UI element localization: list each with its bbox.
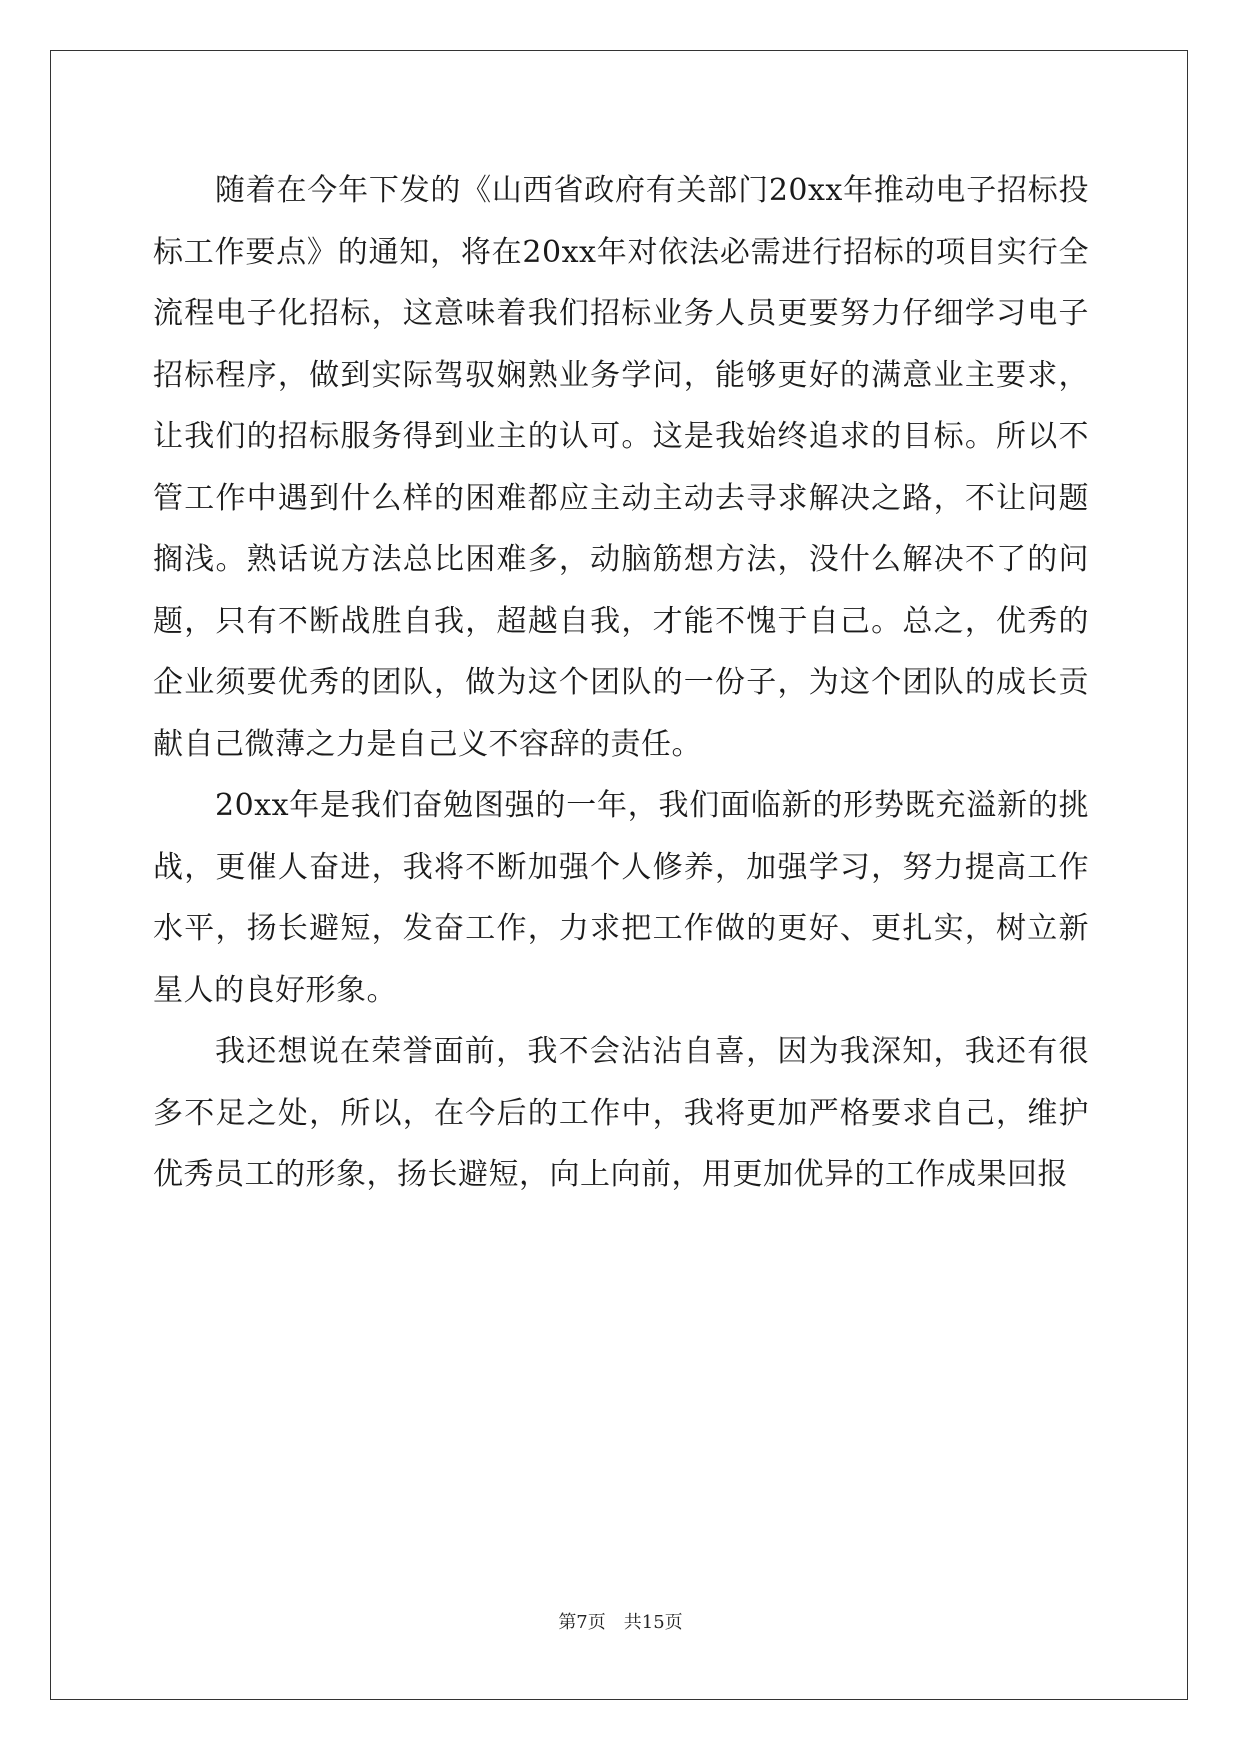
total-page-count: 共15页 (623, 1612, 683, 1633)
paragraph-1: 随着在今年下发的《山西省政府有关部门20xx年推动电子招标投标工作要点》的通知，将在20xx年对依法必需进行招标的项目实行全流程电子化招标，这意味着我们招标业务人员更要努力仔细学习电子招标程序，做到实际驾驭娴熟业务学问，能够更好的满意业主要求，让我们的招标服务得到业主的认可。这是我始终追求的目标。所以不管工作中遇到什么样的困难都应主动主动去寻求解决之路，不让问题搁浅。熟话说方法总比困难多，动脑筋想方法，没什么解决不了的问题，只有不断战胜自我，超越自我，才能不愧于自己。总之，优秀的企业须要优秀的团队，做为这个团队的一份子，为这个团队的成长贡献自己微薄之力是自己义不容辞的责任。 (153, 173, 1089, 762)
paragraph-2: 20xx年是我们奋勉图强的一年，我们面临新的形势既充溢新的挑战，更催人奋进，我将不断加强个人修养，加强学习，努力提高工作水平，扬长避短，发奋工作，力求把工作做的更好、更扎实，树立新星人的良好形象。 (153, 788, 1089, 1008)
paragraph-3: 我还想说在荣誉面前，我不会沾沾自喜，因为我深知，我还有很多不足之处，所以，在今后的工作中，我将更加严格要求自己，维护优秀员工的形象，扬长避短，向上向前，用更加优异的工作成果回报 (153, 1034, 1089, 1192)
document-body (153, 160, 1089, 1206)
current-page-number: 第7页 (558, 1612, 606, 1633)
page-footer (0, 1610, 1241, 1636)
